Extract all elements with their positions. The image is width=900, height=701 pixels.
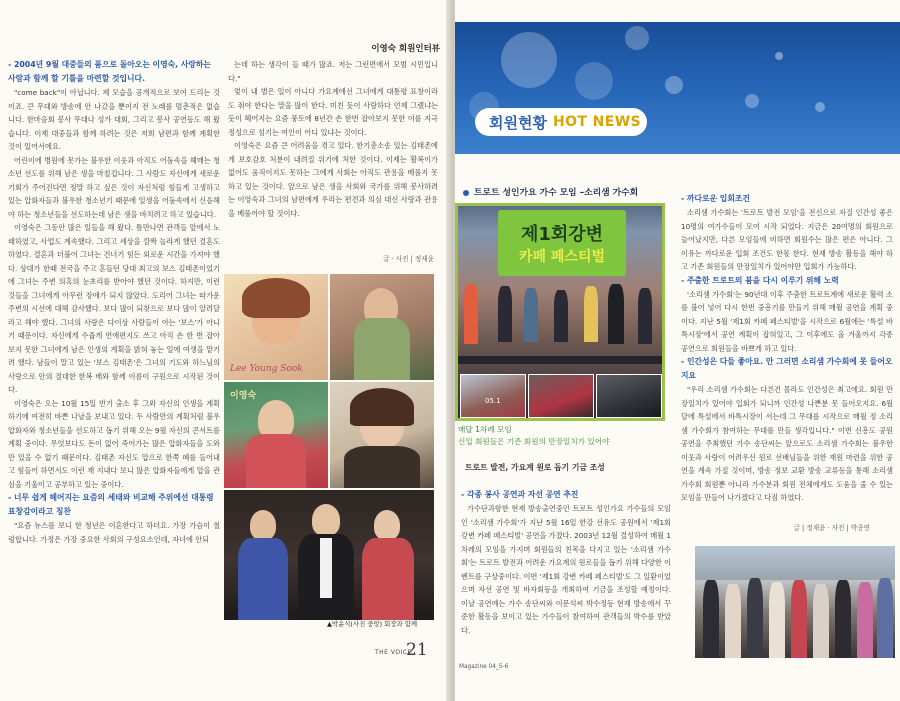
- festival-photo: [455, 203, 665, 421]
- right-column-1: [461, 488, 671, 637]
- body-paragraph: "우리 소리샘 가수회는 다른건 몰라도 인간성은 최고에요. 회원 만장일치가 있어야 입회가 되니까 인간성 나쁜분 못 들어오지요. 6월 달에 특설에서 바특시장이 서는데 그 무대를 시작으로 매월 정 소리샘 가수회가 참여하는 무대를 만들 생각입니다." 이번 신흥도 공원 공연을 주최했던 가수 송단씨는 앞으로도 소리샘 가수회는 불우한 이웃과 사랑이 어려우신 원로 선배님들을 위한 재원 마련을 위한 공연을 계속 가질 것이며, 방송 정보 교환 방송 교류등을 통해 소리샘 가수회 회원뿐 아니라 가수분과 회원 전체에게도 도움을 줄 수 있는 모임을 만들어 나가겠다고 다짐 하였다.: [681, 385, 893, 502]
- album-cover-text: 이영숙: [230, 391, 257, 401]
- photo-caption: ▲박윤식(사진 중앙) 회장과 함께: [327, 620, 418, 628]
- section-title: [463, 185, 638, 198]
- left-column-1: [8, 58, 220, 546]
- left-credit: 글 · 사진 | 정재윤: [383, 255, 434, 263]
- photo-portrait-2: [330, 382, 434, 488]
- section-subheading: - 까다로운 입회조건: [681, 194, 750, 203]
- section-subheading: - 2004년 9월 대중들의 품으로 돌아오는 이영숙, 사랑하는 사람과 함께 할 기틀을 마련할 것입니다.: [8, 60, 211, 83]
- section-subheading: - 주춤한 트로트의 붐을 다시 이루기 위해 노력: [681, 275, 839, 285]
- magazine-name: THE VOICE: [375, 649, 412, 656]
- stage-sign-line2: 카페 페스티벌: [518, 249, 606, 265]
- inset-photo-3: [596, 374, 662, 418]
- stage-sign: [498, 210, 626, 276]
- body-paragraph: 이영숙은 그동안 많은 일들을 해 왔다. 틈만나면 관객들 앞에서 노래하였고, 사업도 계속했다. 그리고 세상을 깜짝 놀라게 했던 결혼도 하였다. 결혼과 더불어 그녀는 건너기 힘든 외로운 시간을 가져야 했다. 상대가 한때 전국을 주고 흔들던 당대 최고의 보스 김태촌이었기에 그녀는 주변 의혹의 눈초리를 받아야 했던 것이다. 하지만, 이런 것들을 그녀에게 아무런 장애가 되지 않았다. 도리어 그녀는 따가운 주변의 시선에 대해 감사했다. 보다 많이 되찾으로 보다 많이 알려달라고 해야 했다. 그녀의 사랑은 다이상 사람들이 아는 '보스'가 아니기 때문이다. 자신에게 수줍게 연애편지도 쓰고 아직 손 한 번 잡아 보지 못한 그녀에게 남은 인생의 계획을 밝혀 놓는 일에 여생을 맡기려 했다. 남들이 말고 있는 '보스 김태촌'은 그녀의 기도와 하느님의 사랑으로 안의 절대한 한복 배와 함께 이름이 구원으로 시작된 것이다.: [8, 223, 220, 394]
- album-title-text: Lee Young Sook: [230, 364, 303, 374]
- body-paragraph: 이영숙은 오는 10월 15일 반기 출소 후 그와 자신의 인생을 계획하기에 여전히 바쁜 나날을 보내고 있다. 두 사람만의 계획처럼 불우 압화자와 청소년들을 선도하고 돕기 위해 오는 9월 자신의 콘서트를 계획 중이다. 무엇보다도 돈이 없어 죽어가는 많은 압화자들을 도와만 있을 수 없기 때문이다. 김태촌 자신도 압으로 한쪽 폐를 들어내고 힘들어 하면서도 이런 재 지내다 보니 많은 압화자들에게 압을 관심을 기울이고 공부하고 있는 중이다.: [8, 398, 220, 489]
- photo-caption-box: [455, 424, 665, 450]
- page-number: 21: [406, 640, 428, 660]
- members-group-photo: [695, 546, 895, 658]
- body-paragraph: 는데 하는 생각이 들 때가 많죠. 저는 그런면에서 모범 시민입니다.": [228, 60, 438, 83]
- badge-english: HOT NEWS: [552, 114, 642, 130]
- stage-sign-line1: 제1회강변: [520, 224, 604, 245]
- body-paragraph: 어린이에 병원에 못가는 불우한 이웃과 아직도 어둠속을 헤매는 청소년 선도를 위해 남은 생을 마칠겁니다. 그 사람도 자신에게 새로운 기회가 주어진다면 정말 하고 싶은 것이 자신처럼 힘들게 고생하고 있는 압화자들과 불우한 청소년기 때문에 일생을 어둠속에서 신음해야 하는 청소년들을 선도하는데 남은 생을 바치려고 하고 있습니다.: [8, 155, 220, 219]
- inset-photo-1: [460, 374, 526, 418]
- bullet-icon: [463, 190, 469, 196]
- photo-portrait-1: [224, 274, 328, 380]
- hot-news-badge: [475, 108, 647, 136]
- right-magazine-name: Magazine 04_5-6: [459, 664, 509, 670]
- right-column-2: [681, 192, 893, 505]
- body-paragraph: 가수단과함한 현재 방송출연중인 트로트 성인가요 가수들의 모임인 '소리샘 가수회'가 지난 5월 16일 한강 선유도 공원에서 '제1회 강변 카페 페스티벌' 공연을 가졌다. 2003년 12월 결성하여 매월 1차례의 모임을 가지며 회원들의 친목을 다지고 있는 '소리샘 가수회'는 트로트 발전과 어려운 가요계의 원로들을 돕기 위해 다양한 이벤트를 구상중이다. 이번 '제1회 강변 카페 페스티벌'도 그 일환이었으며 자선 공연 및 바자회등을 개최하여 기금을 조성할 예정이다. 이날 공연에는 가수 송단씨와 이문석씨 박수정등 현재 방송에서 꾸준한 활동을 보이고 있는 가수들이 참여하여 관객들의 박수를 받았다.: [461, 504, 672, 635]
- sub-heading: 트로트 발전, 가요계 원로 돕기 기금 조성: [465, 463, 605, 472]
- inset-photo-2: [528, 374, 594, 418]
- right-credit: 글 | 정재윤 · 사진 | 박종연: [793, 524, 870, 532]
- inset-label: 05.1: [485, 397, 501, 405]
- section-title-text: 트로트 성인가요 가수 모임 –소리샘 가수회: [474, 188, 639, 198]
- body-paragraph: 엊이 내 별은 일이 아니다 가요계에선 그녀에게 대통령 표창이라도 줘야 한다는 말을 많이 한다. 미친 듯이 사랑하다 언제 그랬냐는듯이 헤어지는 요즘 풍토에 8년간 손 한번 잡아보지 못한 이를 지극 정성으로 섬기는 여인이 어디 있냐는 것이다.: [228, 87, 438, 137]
- photo-album-cover: [224, 382, 328, 488]
- caption-line-2: 신입 회원들은 기존 회원의 만장일치가 있어야: [458, 437, 610, 446]
- right-page: [455, 0, 900, 701]
- body-paragraph: 소리샘 가수회는 '트로트 발전 모임'을 전신으로 자질 인간성 좋은 10명의 여가수들이 모여 시작 되었다. 지금은 20여명의 회원으로 늘어났지만, 다른 모임들에 비하면 회원수는 많은 편은 아니다. 그 이유는 까다로운 입회 조건도 한몫 한다. 현재 방송 활동을 해야 하고 기존 회원들의 만장일치가 있어야만 입회가 가능하다.: [681, 208, 893, 271]
- body-paragraph: "come back"이 아닙니다. 제 모습을 공개적으로 보여 드리는 것이죠. 큰 무대와 방송에 안 나갔을 뿐이지 전 노래를 멈춘적은 없습니다. 한마음회 봉사 무대나 성가 대회, 그리고 봉사 공연등도 해 왔습니다. 이제 대중들과 함께 하려는 것은 저희 남편과 함께 계획한 것이 있어서에요.: [8, 88, 220, 151]
- body-paragraph: 이영숙은 요즘 큰 어려움을 겪고 있다. 한기총소송 있는 김태촌에게 보호감호 처분이 내려질 위기에 처한 것이다. 이제는 활복이가 없어도 움직이지도 못하는 그에게 사회는 아직도 관용을 베풀지 못하고 있는 것이다. 앞으로 남은 생을 사회와 국가를 위해 봉사하려는 이영숙과 그녀의 남편에게 우리는 편견과 의심 대신 사랑과 관용을 베풀어야 할 것이다.: [228, 141, 438, 218]
- photo-group-with-chairman: [224, 490, 434, 620]
- caption-line-1: 매달 1차례 모임: [458, 425, 512, 434]
- section-subheading: - 인간성은 다들 좋아요. 안 그러면 소리샘 가수회에 못 들어오지요: [681, 357, 893, 380]
- left-column-2: [228, 58, 438, 220]
- section-subheading: - 너무 쉽게 헤어지는 요즘의 세태와 비교해 주위에선 대통령 표창감이라고 칭찬: [8, 493, 214, 516]
- body-paragraph: '소리샘 가수회'는 90년대 이후 주춤한 트로트계에 새로운 활력 소를 불어 넣어 다시 한번 중흥기를 만들기 위해 매월 공연을 계획 중이다. 지난 5월 '제1회 카페 페스티벌'을 시작으로 6월에는 '특설 바특시장'에서 공연 계획이 잡혀있고, 그 이후에도 올 겨울까지 각종 공연으로 회원들을 바쁘게 하고 있다.: [681, 289, 893, 353]
- body-paragraph: "요즘 뉴스를 보니 한 청년은 이혼한다고 하더요. 가장 가슴이 철렁합니다. 가정은 가장 중요한 사회의 구성요소인데, 자녀에 안되: [8, 521, 220, 544]
- photo-singing: [330, 274, 434, 380]
- section-subheading: - 각종 봉사 공연과 자선 공연 추진: [461, 490, 579, 499]
- interview-label: 이영숙 회원인터뷰: [371, 44, 440, 54]
- badge-korean: 회원현황: [489, 113, 547, 132]
